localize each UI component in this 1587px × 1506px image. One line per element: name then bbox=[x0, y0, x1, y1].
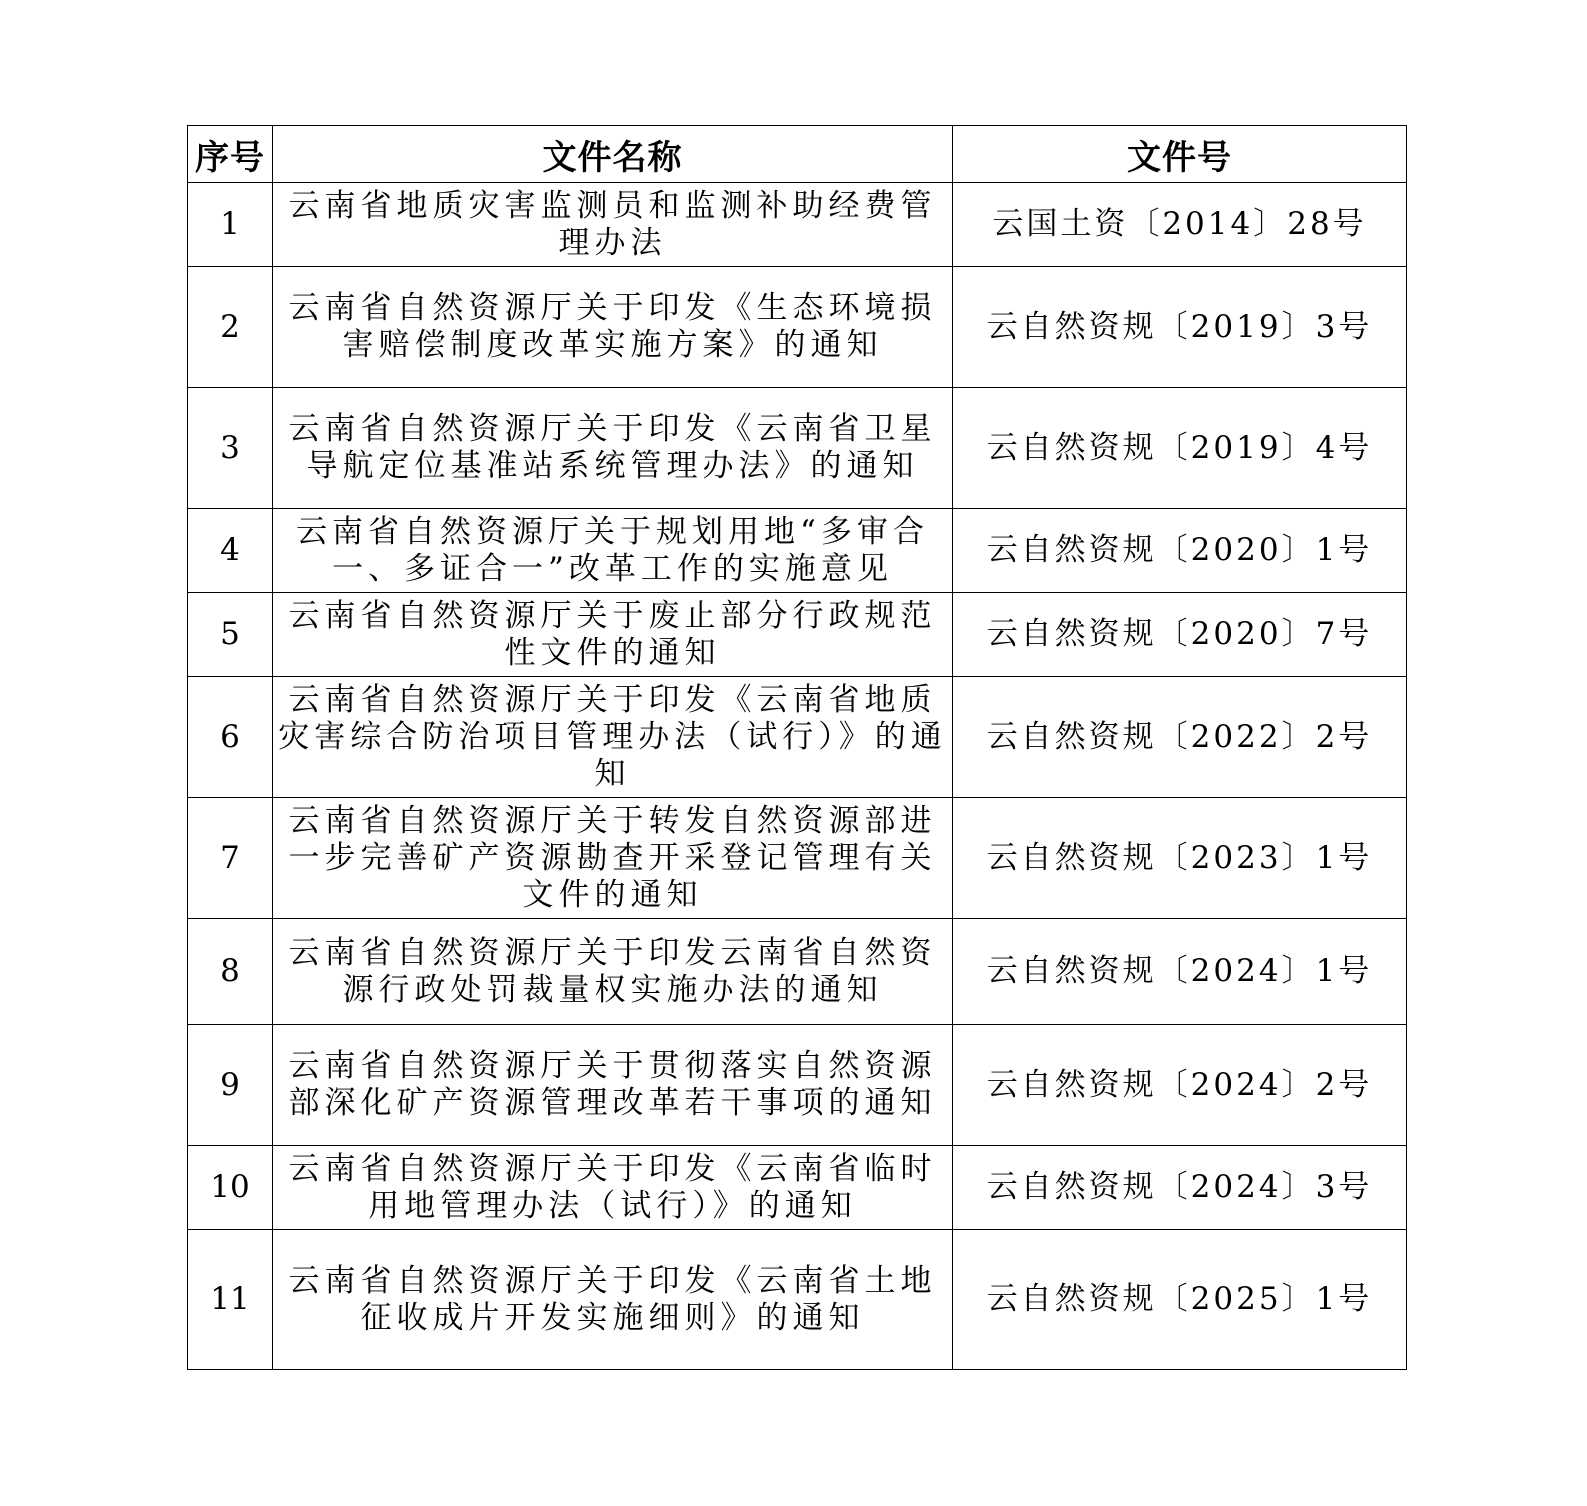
row-document-name: 云南省自然资源厅关于废止部分行政规范性文件的通知 bbox=[273, 593, 953, 677]
row-document-name: 云南省自然资源厅关于贯彻落实自然资源部深化矿产资源管理改革若干事项的通知 bbox=[273, 1025, 953, 1146]
row-index: 9 bbox=[188, 1025, 273, 1146]
table-row bbox=[188, 1025, 1407, 1146]
table-header-row bbox=[188, 126, 1407, 183]
table-row bbox=[188, 677, 1407, 798]
row-index: 8 bbox=[188, 919, 273, 1025]
row-index: 10 bbox=[188, 1146, 273, 1230]
row-document-name: 云南省地质灾害监测员和监测补助经费管理办法 bbox=[273, 183, 953, 267]
row-document-name: 云南省自然资源厅关于印发云南省自然资源行政处罚裁量权实施办法的通知 bbox=[273, 919, 953, 1025]
table-row bbox=[188, 183, 1407, 267]
row-document-name: 云南省自然资源厅关于印发《云南省临时用地管理办法（试行）》的通知 bbox=[273, 1146, 953, 1230]
row-document-number: 云自然资规〔2022〕2号 bbox=[953, 677, 1407, 798]
table-row bbox=[188, 593, 1407, 677]
row-index: 7 bbox=[188, 798, 273, 919]
row-document-number: 云国土资〔2014〕28号 bbox=[953, 183, 1407, 267]
row-document-number: 云自然资规〔2019〕4号 bbox=[953, 388, 1407, 509]
table-row bbox=[188, 798, 1407, 919]
row-document-number: 云自然资规〔2023〕1号 bbox=[953, 798, 1407, 919]
table-row bbox=[188, 1230, 1407, 1370]
row-document-number: 云自然资规〔2020〕7号 bbox=[953, 593, 1407, 677]
row-document-number: 云自然资规〔2024〕2号 bbox=[953, 1025, 1407, 1146]
row-document-number: 云自然资规〔2024〕1号 bbox=[953, 919, 1407, 1025]
table-row bbox=[188, 267, 1407, 388]
row-document-name: 云南省自然资源厅关于印发《生态环境损害赔偿制度改革实施方案》的通知 bbox=[273, 267, 953, 388]
row-document-name: 云南省自然资源厅关于转发自然资源部进一步完善矿产资源勘查开采登记管理有关文件的通知 bbox=[273, 798, 953, 919]
row-document-number: 云自然资规〔2024〕3号 bbox=[953, 1146, 1407, 1230]
row-document-number: 云自然资规〔2019〕3号 bbox=[953, 267, 1407, 388]
row-document-name: 云南省自然资源厅关于印发《云南省土地征收成片开发实施细则》的通知 bbox=[273, 1230, 953, 1370]
row-document-name: 云南省自然资源厅关于印发《云南省地质灾害综合防治项目管理办法（试行）》的通知 bbox=[273, 677, 953, 798]
row-document-number: 云自然资规〔2025〕1号 bbox=[953, 1230, 1407, 1370]
table-row bbox=[188, 919, 1407, 1025]
header-number: 文件号 bbox=[953, 126, 1407, 183]
row-index: 3 bbox=[188, 388, 273, 509]
row-index: 5 bbox=[188, 593, 273, 677]
row-document-name: 云南省自然资源厅关于印发《云南省卫星导航定位基准站系统管理办法》的通知 bbox=[273, 388, 953, 509]
header-index: 序号 bbox=[188, 126, 273, 183]
table-row bbox=[188, 1146, 1407, 1230]
row-document-name: 云南省自然资源厅关于规划用地“多审合一、多证合一”改革工作的实施意见 bbox=[273, 509, 953, 593]
row-index: 1 bbox=[188, 183, 273, 267]
row-index: 4 bbox=[188, 509, 273, 593]
document-list-table bbox=[187, 125, 1407, 1370]
row-document-number: 云自然资规〔2020〕1号 bbox=[953, 509, 1407, 593]
header-name: 文件名称 bbox=[273, 126, 953, 183]
row-index: 11 bbox=[188, 1230, 273, 1370]
row-index: 6 bbox=[188, 677, 273, 798]
table-row bbox=[188, 388, 1407, 509]
table-row bbox=[188, 509, 1407, 593]
row-index: 2 bbox=[188, 267, 273, 388]
